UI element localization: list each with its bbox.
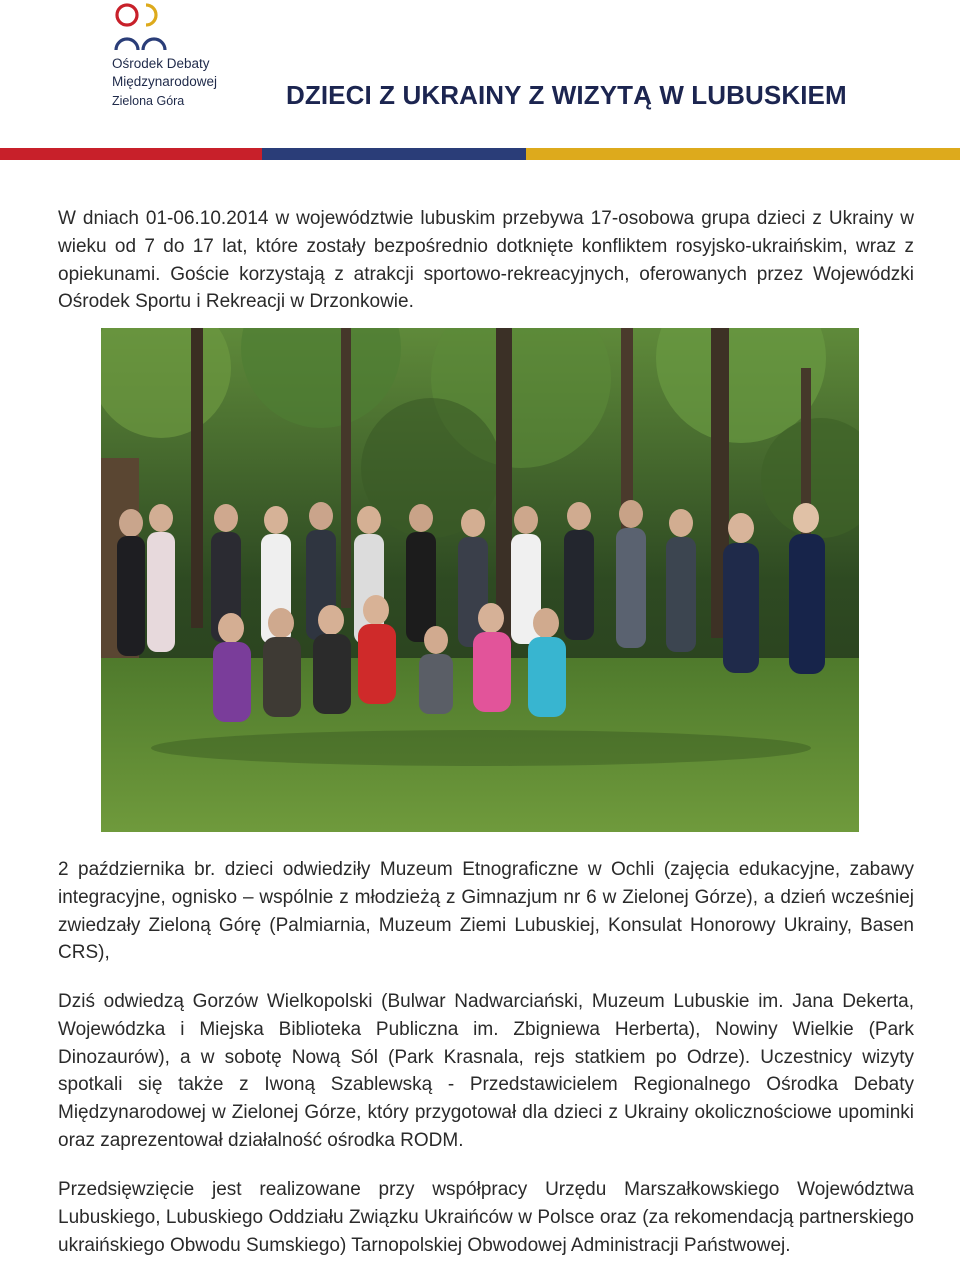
paragraph-intro: W dniach 01-06.10.2014 w województwie lubuskim przebywa 17-osobowa grupa dzieci z Ukrainy w wieku od 7 do 17 lat, które zostały bezpośrednio dotknięte konfliktem rosyjsko-ukraińskim, wraz z opiekunami. Goście korzystają z atrakcji sportowo-rekreacyjnych, oferowanych przez Wojewódzki Ośrodek Sportu i Rekreacji w Drzonkowie. bbox=[58, 208, 914, 313]
group-photo-image bbox=[101, 328, 859, 832]
logo-text-line3: Zielona Góra bbox=[112, 94, 185, 108]
logo-text-line2: Międzynarodowej bbox=[112, 74, 218, 89]
group-photo bbox=[101, 328, 859, 832]
header-stripe-blue bbox=[262, 148, 526, 160]
page-title: DZIECI Z UKRAINY Z WIZYTĄ W LUBUSKIEM bbox=[286, 80, 847, 110]
paragraph-cooperation: Przedsięwzięcie jest realizowane przy współpracy Urzędu Marszałkowskiego Województwa Lubuskiego, Lubuskiego Oddziału Związku Ukraińców w Polsce oraz (za rekomendacją partnerskiego ukraińskiego Obwodu Sumskiego) Tarnopolskiej Obwodowej Administracji Państwowej. bbox=[58, 1179, 914, 1256]
paragraph-visits: 2 października br. dzieci odwiedziły Muzeum Etnograficzne w Ochli (zajęcia edukacyjne, zabawy integracyjne, ognisko – wspólnie z młodzieżą z Gimnazjum nr 6 w Zielonej Górze), a dzień wcześniej zwiedzały Zieloną Górę (Palmiarnia, Muzeum Ziemi Lubuskiej, Konsulat Honorowy Ukrainy, Basen CRS), bbox=[58, 859, 914, 964]
logo-text-line1: Ośrodek Debaty bbox=[112, 56, 210, 71]
page-header bbox=[0, 0, 960, 150]
header-stripe-red bbox=[0, 148, 262, 160]
odm-logo-mark-icon bbox=[112, 2, 172, 52]
header-stripe-gold bbox=[526, 148, 960, 160]
odm-logo bbox=[112, 2, 252, 110]
paragraph-plans: Dziś odwiedzą Gorzów Wielkopolski (Bulwar Nadwarciański, Muzeum Lubuskie im. Jana Dekerta, Wojewódzka i Miejska Biblioteka Publiczna im. Zbigniewa Herberta), Nowiny Wielkie (Park Dinozaurów), a w sobotę Nową Sól (Park Krasnala, rejs statkiem po Odrze). Uczestnicy wizyty spotkali się także z Iwoną Szablewską - Przedstawicielem Regionalnego Ośrodka Debaty Międzynarodowej w Zielonej Górze, który przygotował dla dzieci z Ukrainy okolicznościowe upominki oraz zaprezentował działalność ośrodka RODM. bbox=[58, 991, 914, 1151]
